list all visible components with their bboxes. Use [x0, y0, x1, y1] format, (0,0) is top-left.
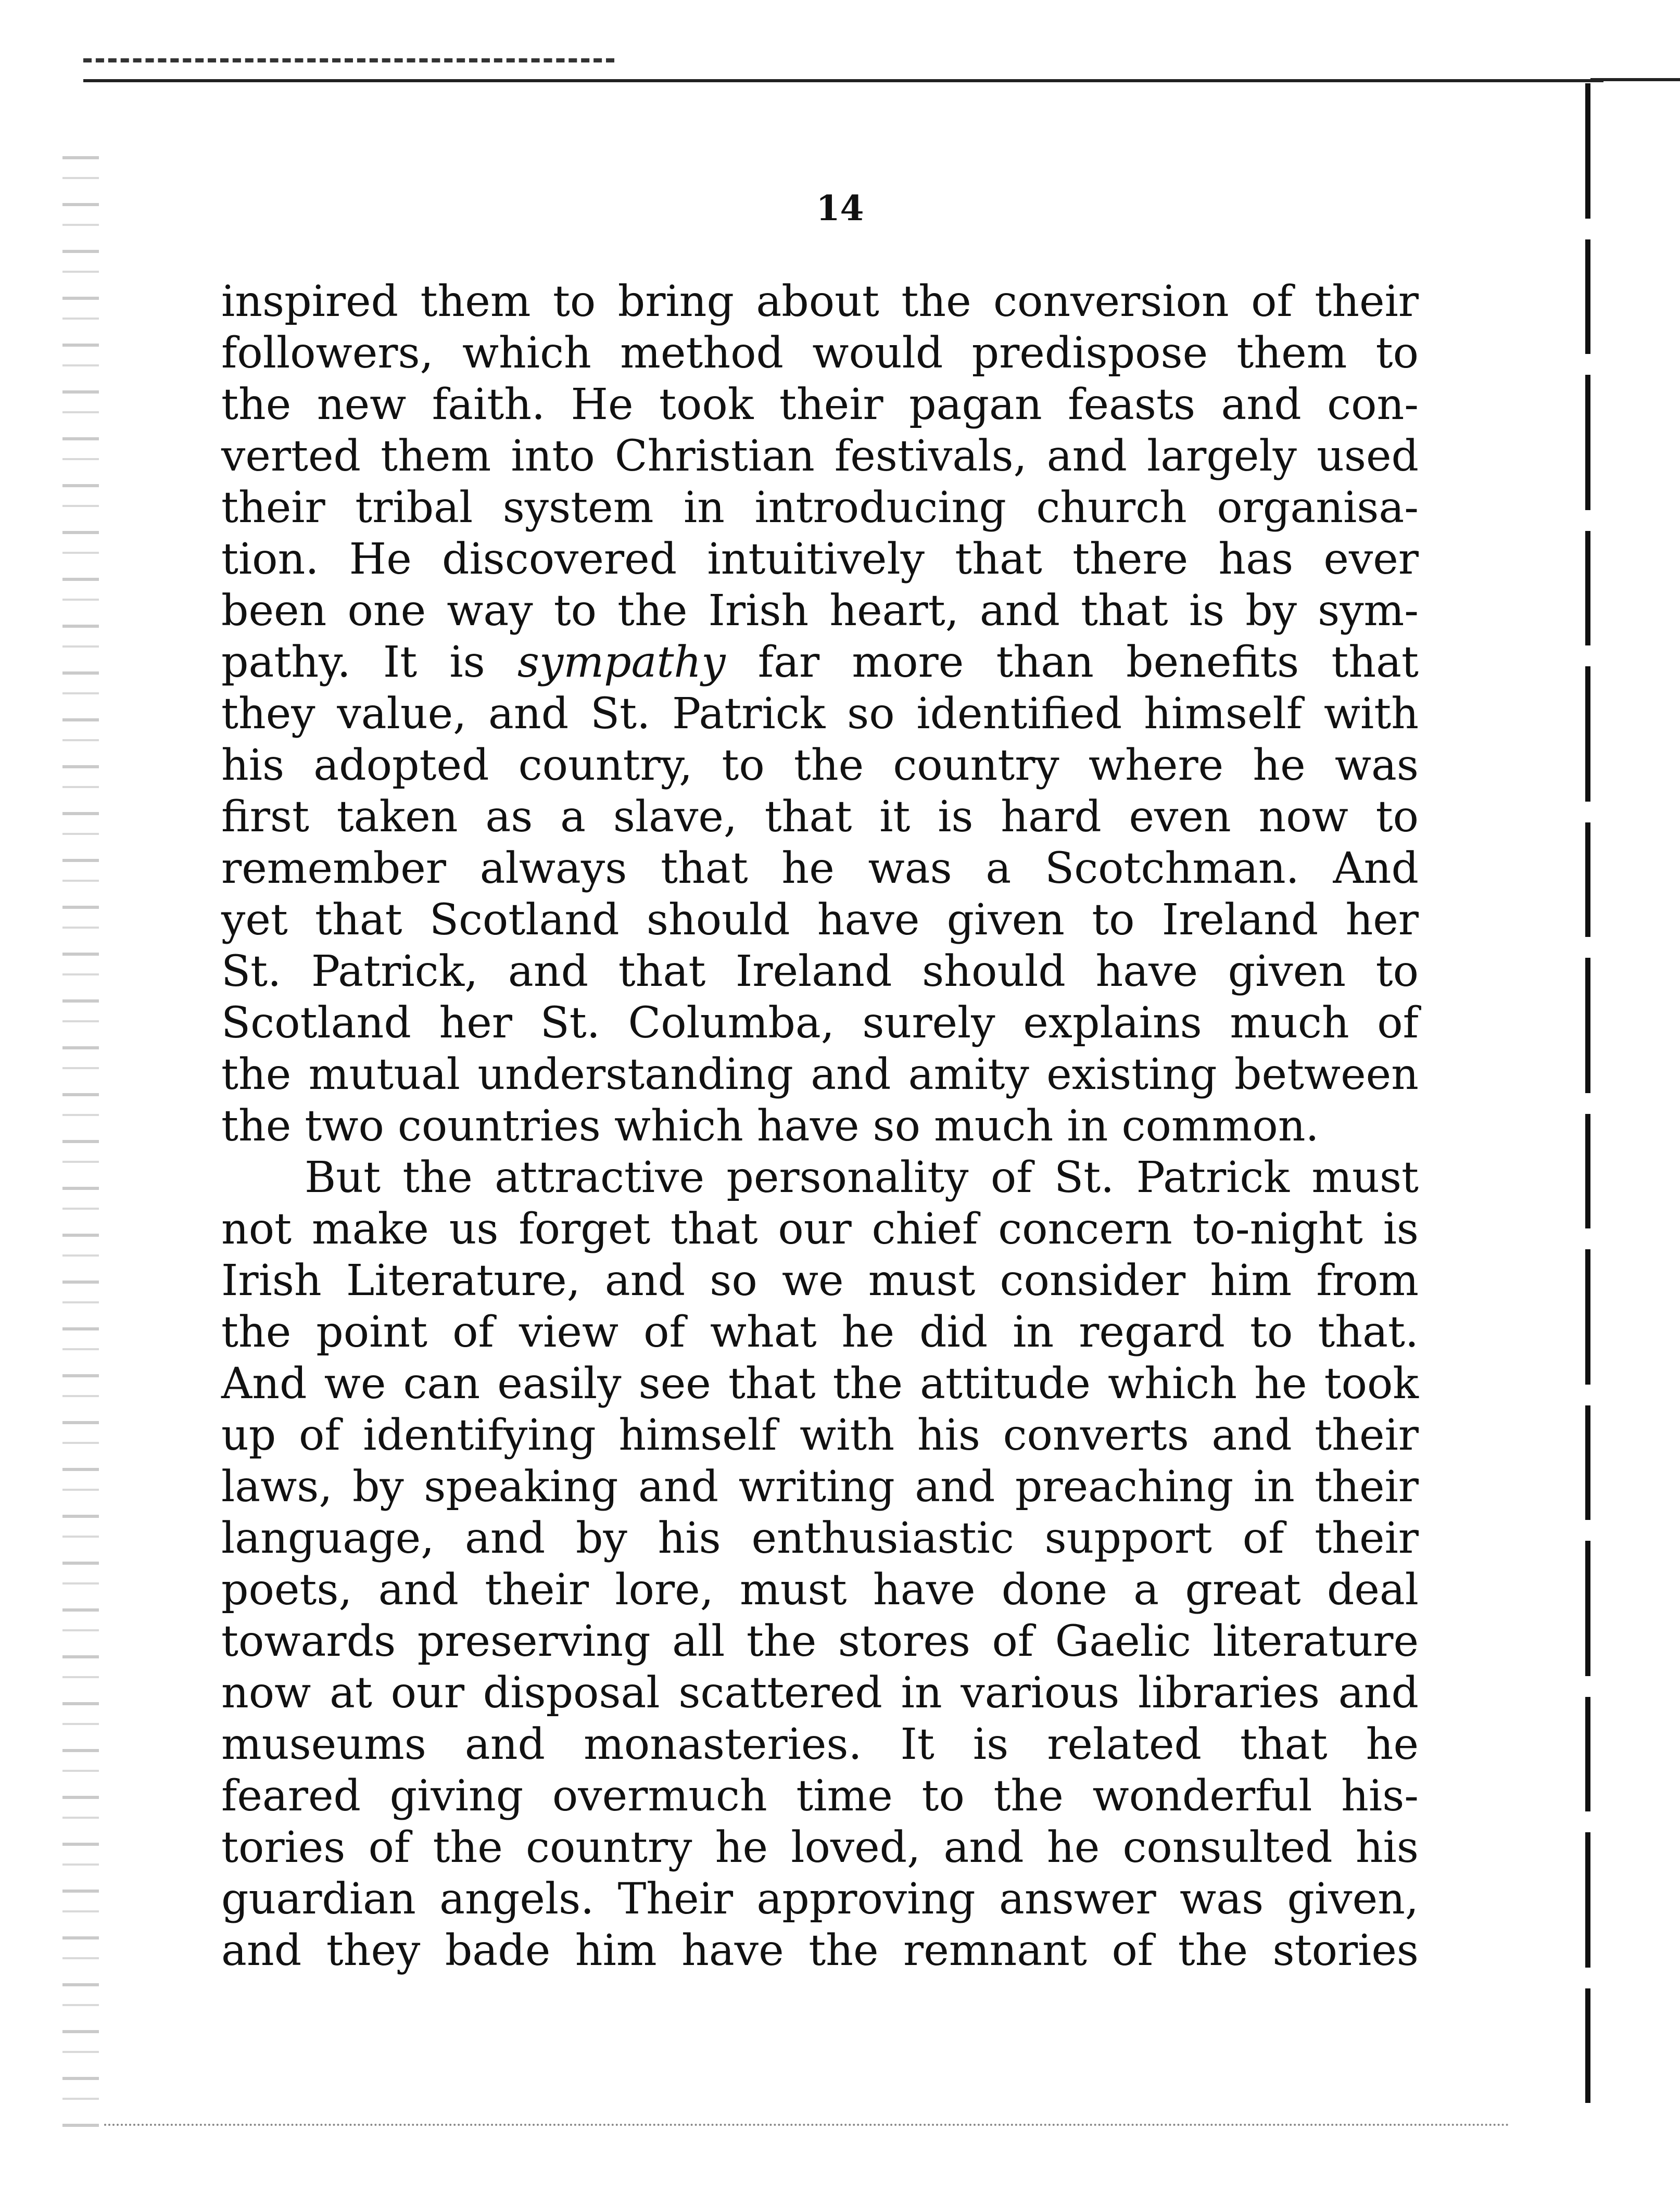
text-line: followers, which method would predispose them to [221, 328, 1419, 378]
text-line: And we can easily see that the attitude which he took [221, 1359, 1419, 1409]
text-line: first taken as a slave, that it is hard even now to [221, 792, 1419, 842]
text-line: verted them into Christian festivals, and largely used [221, 432, 1419, 481]
text-segment: pathy. It is [221, 638, 517, 687]
text-line: feared giving overmuch time to the wonderful his- [221, 1771, 1419, 1821]
text-line: poets, and their lore, must have done a great deal [221, 1565, 1419, 1615]
text-line: the new faith. He took their pagan feasts and con- [221, 380, 1419, 429]
page-number: 14 [816, 188, 864, 229]
text-line: the mutual understanding and amity existing between [221, 1050, 1419, 1099]
text-line: St. Patrick, and that Ireland should have given to [221, 947, 1419, 996]
text-line: language, and by his enthusiastic support of their [221, 1514, 1419, 1563]
text-line: Scotland her St. Columba, surely explains much of [221, 998, 1419, 1048]
page-top-rule [83, 79, 1603, 82]
text-line: now at our disposal scattered in various libraries and [221, 1668, 1419, 1718]
text-line: the two countries which have so much in common. [221, 1101, 1319, 1151]
text-line: the point of view of what he did in regard to that. [221, 1308, 1419, 1357]
scan-right-top-artifact [1590, 78, 1680, 81]
text-line: guardian angels. Their approving answer was given, [221, 1874, 1419, 1924]
italic-emphasis: sympathy [517, 638, 726, 687]
text-line: and they bade him have the remnant of the stories [221, 1926, 1419, 1975]
paragraph-start-line: But the attractive personality of St. Patrick must [305, 1153, 1419, 1202]
text-line-with-emphasis [221, 637, 1419, 688]
text-segment: far more than benefits that [725, 638, 1419, 687]
text-line: they value, and St. Patrick so identified himself with [221, 689, 1419, 739]
text-line: tories of the country he loved, and he consulted his [221, 1823, 1419, 1872]
text-line: towards preserving all the stores of Gaelic literature [221, 1617, 1419, 1666]
text-line: tion. He discovered intuitively that there has ever [221, 535, 1419, 584]
text-line: yet that Scotland should have given to Ireland her [221, 895, 1419, 945]
text-line: been one way to the Irish heart, and that is by sym- [221, 586, 1419, 636]
text-line: not make us forget that our chief concern to-night is [221, 1205, 1419, 1254]
text-line: remember always that he was a Scotchman. And [221, 844, 1419, 893]
scan-bottom-speckle [104, 2124, 1510, 2126]
text-line: Irish Literature, and so we must consider him from [221, 1256, 1419, 1305]
text-line: his adopted country, to the country where he was [221, 741, 1419, 790]
scan-top-dash-artifact [83, 58, 614, 62]
text-line: up of identifying himself with his converts and their [221, 1411, 1419, 1460]
scan-left-edge-artifact [62, 156, 99, 2134]
text-line: museums and monasteries. It is related that he [221, 1720, 1419, 1769]
text-line: inspired them to bring about the conversion of their [221, 277, 1419, 326]
text-line: their tribal system in introducing church organisa- [221, 483, 1419, 533]
scan-right-edge-artifact [1585, 83, 1590, 2124]
text-line: laws, by speaking and writing and preaching in their [221, 1462, 1419, 1512]
body-text [221, 276, 1419, 1976]
